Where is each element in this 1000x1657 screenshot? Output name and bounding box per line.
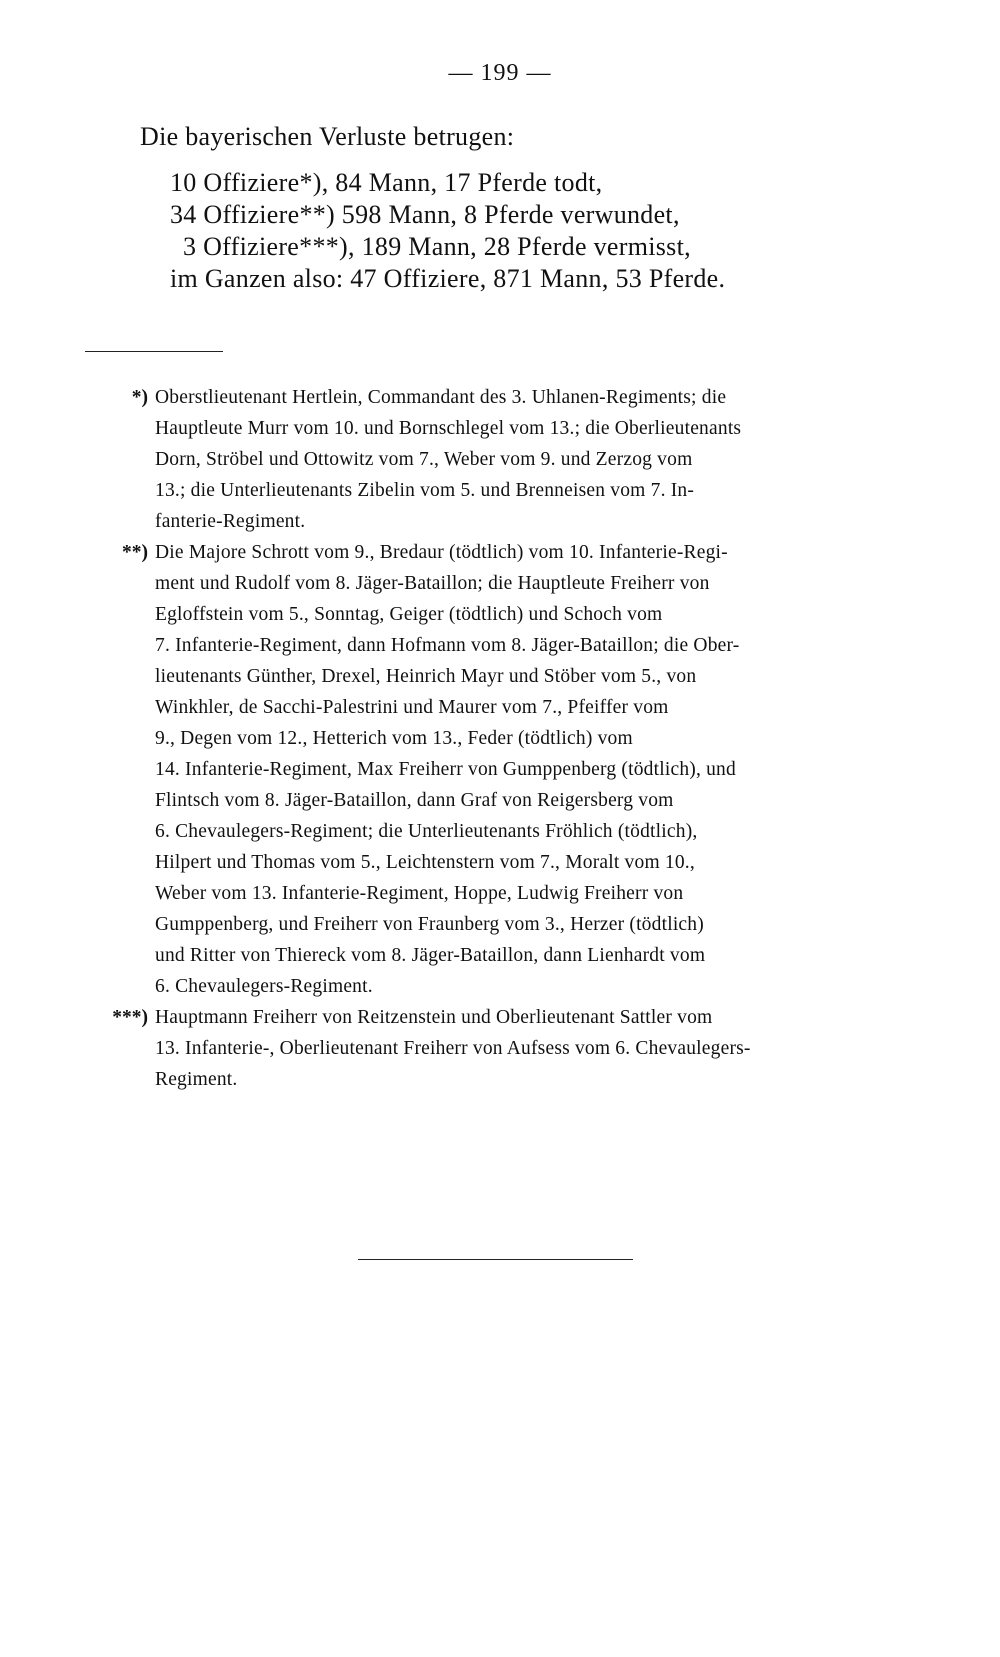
footnote-line: Flintsch vom 8. Jäger-Bataillon, dann Graf von Reigersberg vom: [155, 790, 674, 811]
loss-line-killed: 10 Offiziere*), 84 Mann, 17 Pferde todt,: [170, 168, 603, 197]
page-heading: Die bayerischen Verluste betrugen:: [140, 122, 515, 151]
footnote-line: Hauptmann Freiherr von Reitzenstein und Oberlieutenant Sattler vom: [155, 1007, 713, 1028]
footnote-line: fanterie-Regiment.: [155, 511, 306, 532]
footnote-line: 6. Chevaulegers-Regiment; die Unterlieutenants Fröhlich (tödtlich),: [155, 821, 698, 842]
footnote-separator: [85, 351, 223, 352]
footnote-line: 6. Chevaulegers-Regiment.: [155, 976, 373, 997]
footnote-line: lieutenants Günther, Drexel, Heinrich Mayr und Stöber vom 5., von: [155, 666, 697, 687]
footnote-line: Egloffstein vom 5., Sonntag, Geiger (tödtlich) und Schoch vom: [155, 604, 663, 625]
footnote-line: 14. Infanterie-Regiment, Max Freiherr von Gumppenberg (tödtlich), und: [155, 759, 736, 780]
footnote-line: Winkhler, de Sacchi-Palestrini und Maurer vom 7., Pfeiffer vom: [155, 697, 669, 718]
footnote-line: Dorn, Ströbel und Ottowitz vom 7., Weber vom 9. und Zerzog vom: [155, 449, 693, 470]
footnote-line: und Ritter von Thiereck vom 8. Jäger-Bataillon, dann Lienhardt vom: [155, 945, 706, 966]
footnote-line: Hauptleute Murr vom 10. und Bornschlegel vom 13.; die Oberlieutenants: [155, 418, 742, 439]
footnote-marker: ***): [112, 1007, 148, 1028]
footnote-line: Regiment.: [155, 1069, 238, 1090]
footnote-line: ment und Rudolf vom 8. Jäger-Bataillon; die Hauptleute Freiherr von: [155, 573, 710, 594]
page-number: — 199 —: [448, 60, 552, 86]
footnote-line: 9., Degen vom 12., Hetterich vom 13., Feder (tödtlich) vom: [155, 728, 633, 749]
footnote-marker: **): [122, 542, 148, 563]
footnote-line: Gumppenberg, und Freiherr von Fraunberg vom 3., Herzer (tödtlich): [155, 914, 704, 935]
footnote-line: Oberstlieutenant Hertlein, Commandant des 3. Uhlanen-Regiments; die: [155, 387, 727, 408]
loss-line-total: im Ganzen also: 47 Offiziere, 871 Mann, 53 Pferde.: [170, 264, 726, 293]
footnote-line: 13.; die Unterlieutenants Zibelin vom 5. und Brenneisen vom 7. In-: [155, 480, 695, 501]
footnote-line: 13. Infanterie-, Oberlieutenant Freiherr von Aufsess vom 6. Chevaulegers-: [155, 1038, 751, 1059]
footnote-line: Die Majore Schrott vom 9., Bredaur (tödtlich) vom 10. Infanterie-Regi-: [155, 542, 728, 563]
footnote-line: 7. Infanterie-Regiment, dann Hofmann vom 8. Jäger-Bataillon; die Ober-: [155, 635, 740, 656]
loss-line-wounded: 34 Offiziere**) 598 Mann, 8 Pferde verwundet,: [170, 200, 680, 229]
footnote-line: Hilpert und Thomas vom 5., Leichtenstern vom 7., Moralt vom 10.,: [155, 852, 695, 873]
end-rule: [358, 1259, 633, 1260]
loss-line-missing: 3 Offiziere***), 189 Mann, 28 Pferde vermisst,: [183, 232, 691, 261]
footnote-marker: *): [131, 387, 148, 408]
footnote-line: Weber vom 13. Infanterie-Regiment, Hoppe, Ludwig Freiherr von: [155, 883, 684, 904]
